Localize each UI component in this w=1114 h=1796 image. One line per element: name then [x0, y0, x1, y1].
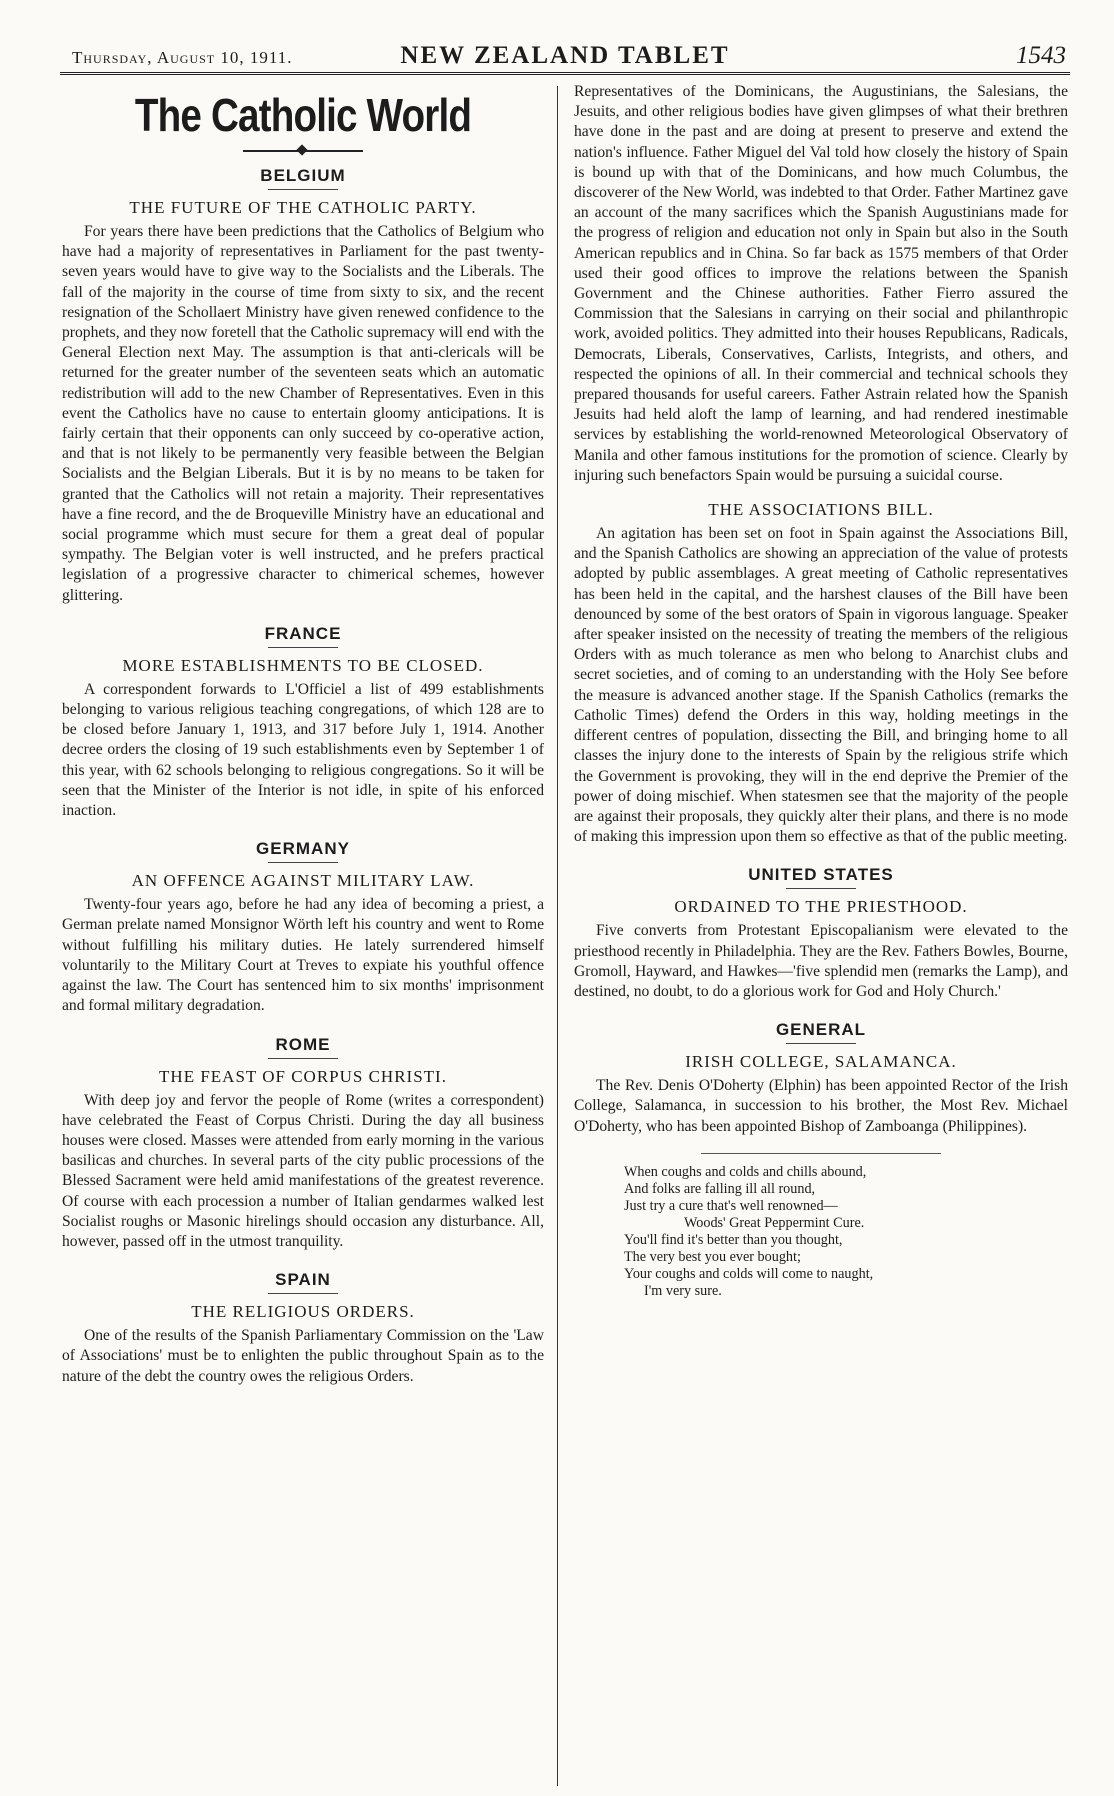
- country-heading: GERMANY: [256, 839, 350, 859]
- article-paragraph: The Rev. Denis O'Doherty (Elphin) has been appointed Rector of the Irish College, Salamanca, in succession to his brother, the Most Rev. Michael O'Doherty, who has been appointed Bishop of Zamboanga (Philippines).: [574, 1077, 1068, 1135]
- page-number: 1543: [1016, 42, 1066, 69]
- article-france: [62, 624, 544, 821]
- left-column: [62, 82, 544, 1387]
- heading-rule: [268, 647, 338, 648]
- masthead: [60, 36, 1070, 75]
- publication-title: NEW ZEALAND TABLET: [400, 42, 730, 69]
- article-united-states: [574, 865, 1068, 1002]
- country-heading: BELGIUM: [260, 166, 346, 185]
- article-paragraph: One of the results of the Spanish Parliamentary Commission on the 'Law of Associations' must be to enlighten the public throughout Spain as to the nature of the debt the country owes the religious Orders.: [62, 1327, 544, 1385]
- article-paragraph: For years there have been predictions that the Catholics of Belgium who have had a majority of representatives in Parliament for the past twenty-seven years would have to give way to the Socialists and the Liberals. The fall of the majority in the course of time from sixty to six, and the recent resignation of the Schollaert Ministry have given renewed confidence to the prophets, and they now foretell that the Catholic supremacy will end with the General Election next May. The assumption is that anti-clericals will be returned for the greater number of the seventeen seats which an automatic redistribution will add to the new Chamber of Representatives. Even in this event the Catholics have no cause to entertain gloomy anticipations. It is fairly certain that their opponents can only succeed by co-operative action, and that is not likely to be permanently very feasible between the Belgian Socialists and the Belgian Liberals. But it is by no means to be taken for granted that the Catholics will not retain a majority. Their representatives have a fine record, and the de Broqueville Ministry have an educational and social programme which must secure for them a great deal of popular sympathy. The Belgian voter is well instructed, and he prefers practical legislation of a progressive character to chimerical schemes, however glittering.: [62, 223, 544, 604]
- heading-rule: [268, 862, 338, 863]
- country-heading: ROME: [275, 1034, 331, 1054]
- poem-divider: [701, 1153, 941, 1154]
- article-heading: ORDAINED TO THE PRIESTHOOD.: [674, 897, 968, 917]
- right-column: [574, 82, 1068, 1300]
- article-paragraph: Representatives of the Dominicans, the Augustinians, the Salesians, the Jesuits, and other religious bodies have given glimpses of what their brethren have done in the past and are doing at present to preserve and extend the nation's influence. Father Miguel del Val told how closely the history of Spain is bound up with that of the Dominicans, and how much Columbus, the discoverer of the New World, was indebted to that Order. Father Martinez gave an account of the many sacrifices which the Spanish Augustinians made for the progress of religion and education not only in Spain but also in the South American republics and in China. So far back as 1575 members of that Order used their good offices to improve the relations between the Spanish Government and the Chinese authorities. Father Fierro assured the Commission that the Salesians in carrying on their social and philanthropic work, avoided politics. They admitted into their houses Republicans, Radicals, Democrats, Liberals, Conservatives, Carlists, Integrists, and others, and respected the opinions of all. In their commercial and technical schools they prepared thousands for useful careers. Father Astrain related how the Spanish Jesuits had held aloft the lamp of learning, and had rendered inestimable services by establishing the world-renowned Meteorological Observatory of Manila and other famous institutions for the promotion of science. Clearly by injuring such benefactors Spain would be pursuing a suicidal course.: [574, 83, 1068, 484]
- article-heading: THE FUTURE OF THE CATHOLIC PARTY.: [129, 198, 477, 217]
- article-heading: IRISH COLLEGE, SALAMANCA.: [685, 1052, 957, 1072]
- article-heading: THE FEAST OF CORPUS CHRISTI.: [159, 1066, 447, 1086]
- heading-rule: [786, 1043, 856, 1044]
- poem-line: Your coughs and colds will come to naught,: [624, 1265, 874, 1282]
- poem-line: Woods' Great Peppermint Cure.: [684, 1214, 865, 1231]
- issue-date: Thursday, August 10, 1911.: [72, 48, 293, 67]
- heading-rule: [786, 888, 856, 889]
- article-heading: AN OFFENCE AGAINST MILITARY LAW.: [131, 871, 475, 891]
- article-associations-bill: [574, 500, 1068, 847]
- newspaper-page: [60, 36, 1070, 1385]
- columns: [60, 82, 1070, 1792]
- article-belgium: [62, 166, 544, 606]
- article-heading: MORE ESTABLISHMENTS TO BE CLOSED.: [122, 655, 484, 675]
- country-heading: UNITED STATES: [748, 865, 894, 885]
- advert-poem: [624, 1164, 1068, 1300]
- article-paragraph: A correspondent forwards to L'Officiel a list of 499 establishments belonging to various religious teaching congregations, of which 128 are to be closed before January 1, 1913, and 317 before July 1, 1914. Another decree orders the closing of 19 such establishments even by September 1 of this year, with 62 schools belonging to religious congregations. So it will be seen that the Minister of the Interior is not idle, in spite of his enforced inaction.: [62, 680, 544, 820]
- country-heading: FRANCE: [264, 623, 342, 643]
- country-heading: SPAIN: [275, 1270, 331, 1290]
- section-title: The Catholic World: [134, 89, 472, 141]
- article-heading: THE RELIGIOUS ORDERS.: [191, 1302, 415, 1322]
- article-rome: [62, 1035, 544, 1253]
- article-heading: THE ASSOCIATIONS BILL.: [708, 500, 934, 520]
- article-germany: [62, 839, 544, 1016]
- article-paragraph: An agitation has been set on foot in Spain against the Associations Bill, and the Spanish Catholics are showing an appreciation of the value of protests adopted by public assemblages. A great meeting of Catholic representatives has been held in the capital, and the harshest clauses of the Bill have been denounced by some of the best orators of Spain in vigorous language. Speaker after speaker insisted on the necessity of treating the members of the religious Orders with as much tolerance as men who belong to Anarchist clubs and secret societies, and of coming to an understanding with the Holy See before the measure is advanced another stage. If the Spanish Catholics (remarks the Catholic Times) defend the Orders in this way, holding meetings in the different centres of population, dissecting the Bill, and bringing home to all classes the injury done to the interests of Spain by the religious strife which the Government is provoking, they will in the end deprive the Premier of the power of doing mischief. When statesmen see that the majority of the people are against their proposals, they quickly alter their plans, and there is no mode of making this impression upon them so effective as that of the public meeting.: [574, 525, 1068, 846]
- poem-line: The very best you ever bought;: [624, 1248, 801, 1265]
- poem-line: You'll find it's better than you thought,: [624, 1231, 843, 1248]
- heading-rule: [268, 1058, 338, 1059]
- heading-rule: [268, 189, 338, 190]
- poem-line: Just try a cure that's well renowned—: [624, 1197, 838, 1214]
- article-paragraph: With deep joy and fervor the people of Rome (writes a correspondent) have celebrated the Feast of Corpus Christi. During the day all business houses were closed. Masses were attended from early morning in the various basilicas and churches. In several parts of the city public processions of the Blessed Sacrament were held amid manifestations of the greatest reverence. Of course with each procession a number of Italian gendarmes walked lest Socialist roughs or Masonic hirelings should occasion any disturbance. All, however, passed off in the utmost tranquility.: [62, 1091, 544, 1250]
- column-divider: [557, 86, 558, 1786]
- poem-line: And folks are falling ill all round,: [624, 1180, 816, 1197]
- poem-line: When coughs and colds and chills abound,: [624, 1163, 867, 1180]
- ornament-divider: [243, 146, 363, 156]
- article-paragraph: Five converts from Protestant Episcopalianism were elevated to the priesthood recently in Philadelphia. They are the Rev. Fathers Bowles, Bourne, Gromoll, Hayward, and Hawkes—'five splendid men (remarks the Lamp), and destined, no doubt, to do a glorious work for God and Holy Church.': [574, 922, 1068, 1000]
- article-general: [574, 1020, 1068, 1137]
- country-heading: GENERAL: [775, 1020, 867, 1040]
- heading-rule: [268, 1293, 338, 1294]
- article-spain: [62, 1270, 544, 1387]
- poem-line: I'm very sure.: [644, 1282, 722, 1299]
- article-paragraph: Twenty-four years ago, before he had any idea of becoming a priest, a German prelate named Monsignor Wörth left his country and went to Rome without fulfilling his military duties. He lately surrendered himself voluntarily to the Military Court at Treves to expiate his youthful offence against the law. The Court has sentenced him to six months' imprisonment and formal military degradation.: [62, 896, 544, 1015]
